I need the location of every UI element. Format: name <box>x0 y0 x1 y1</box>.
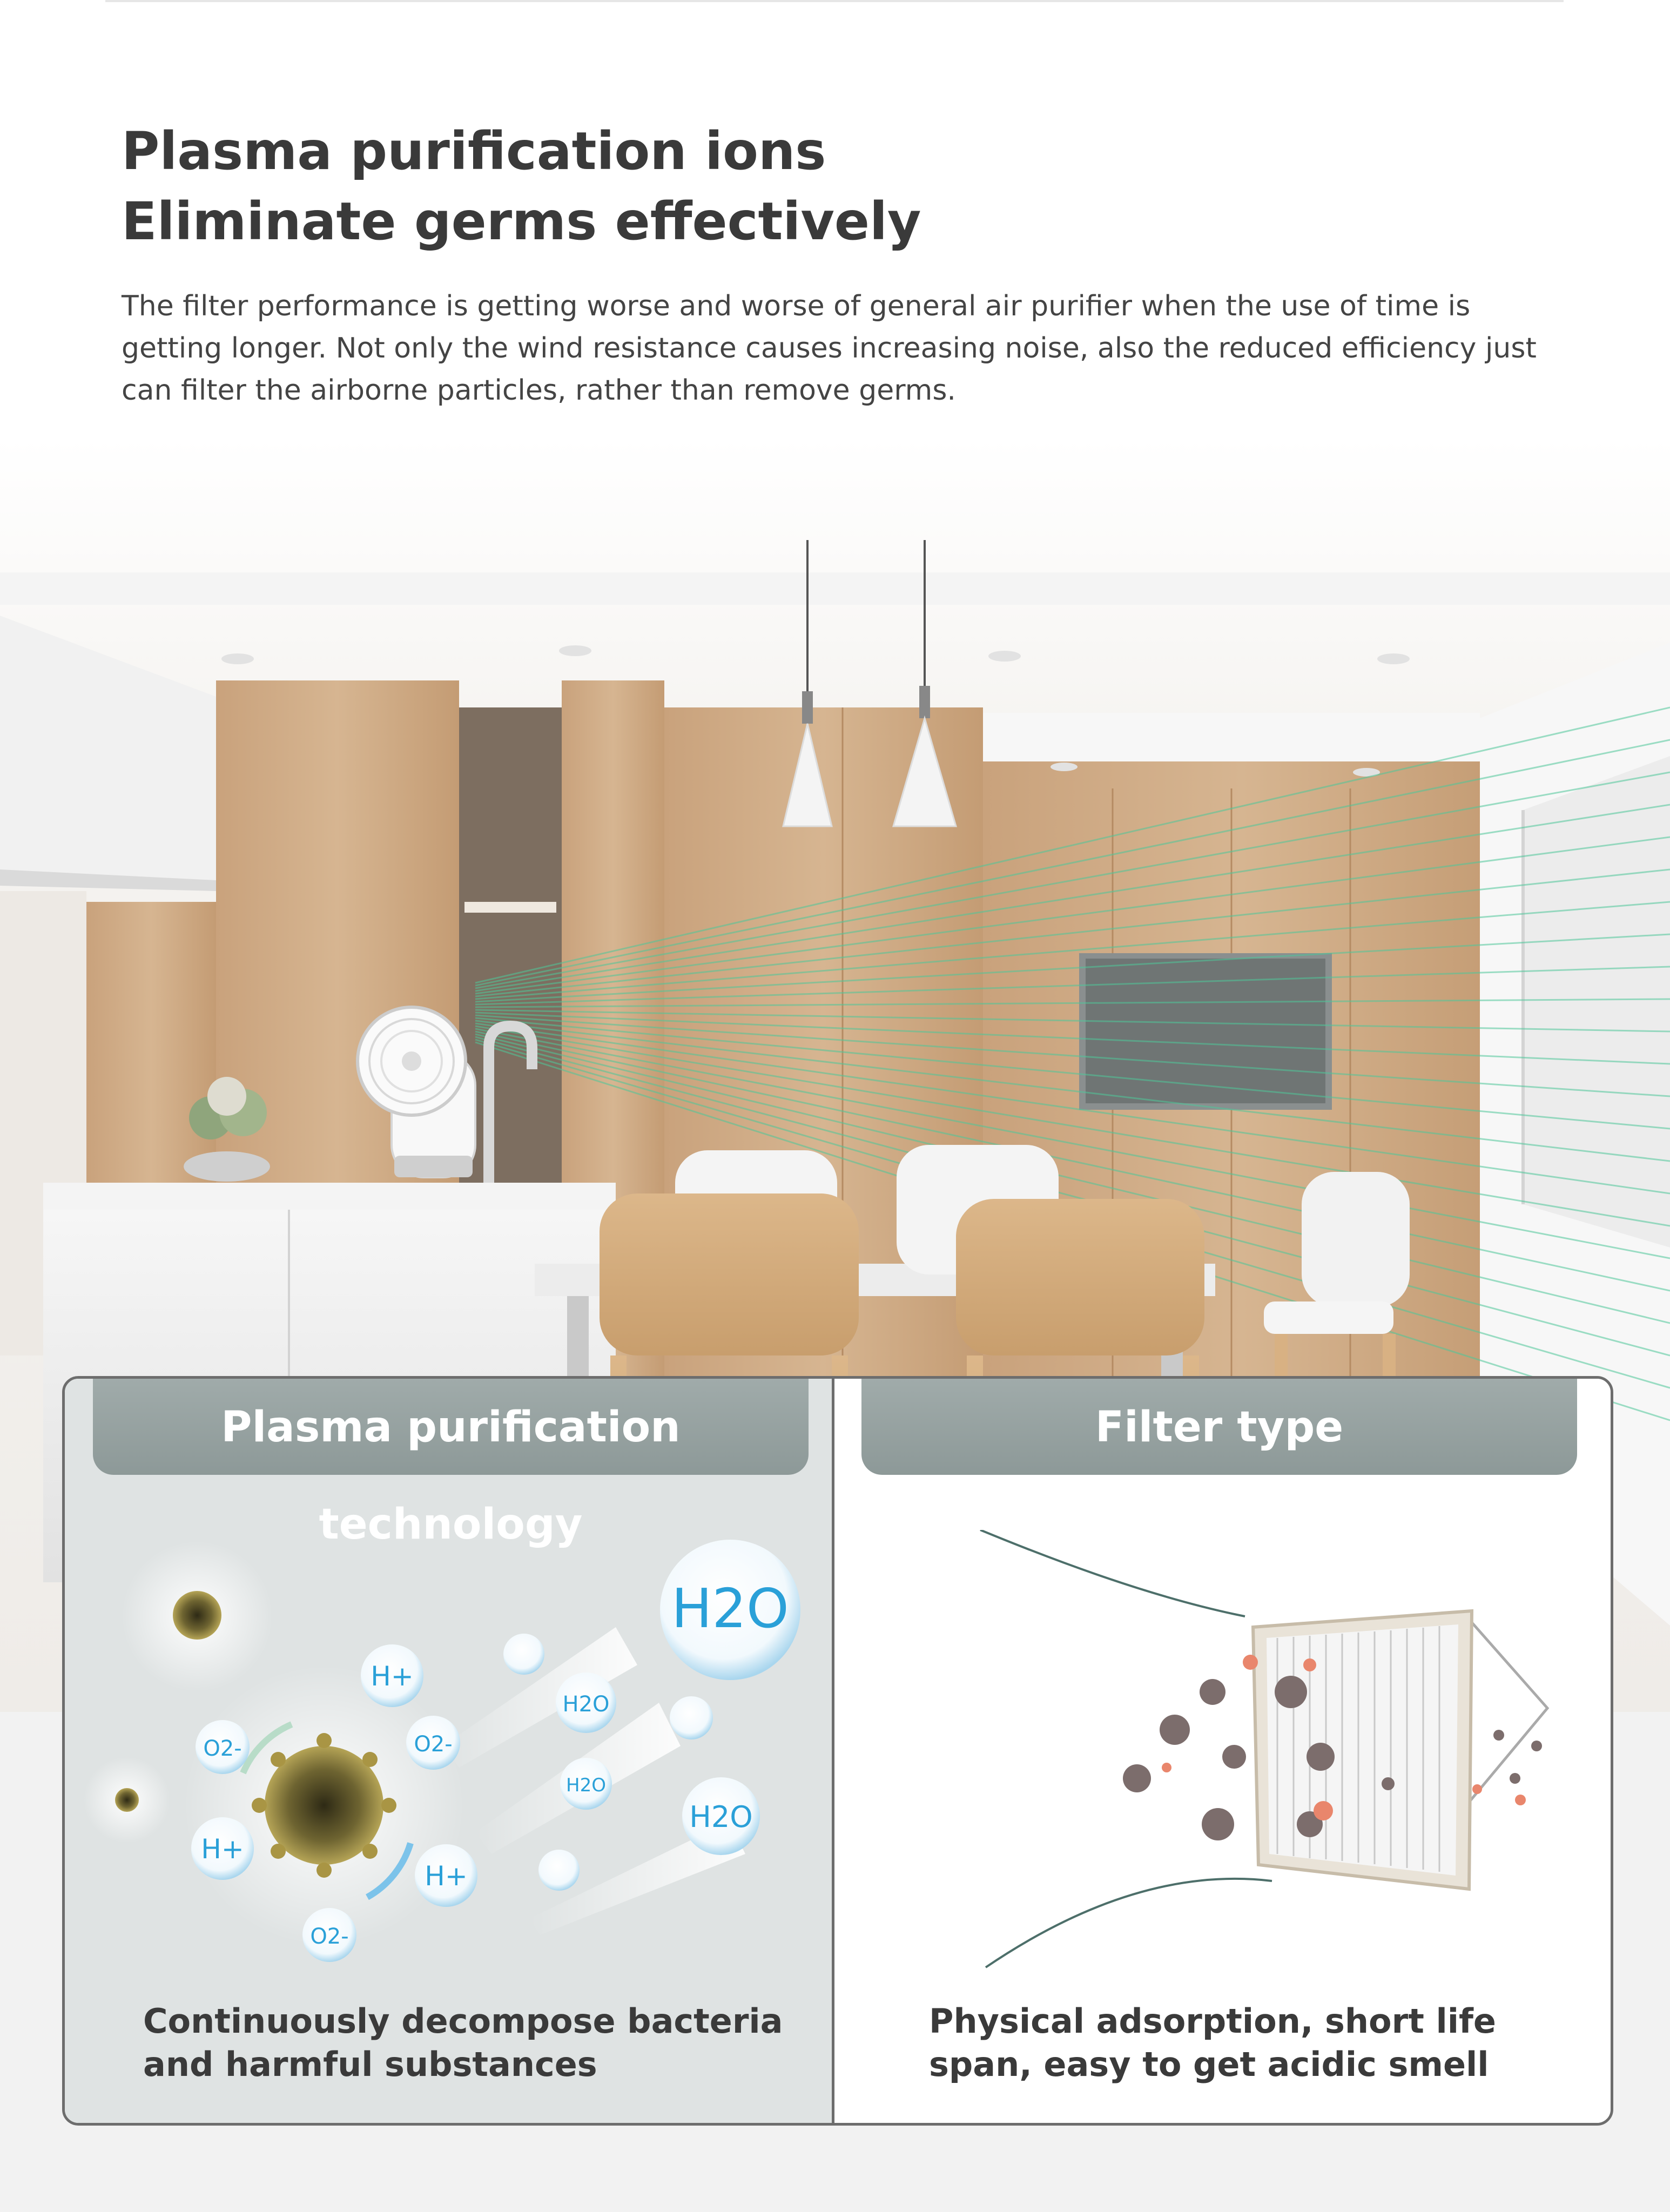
h2o-label-4: H2O <box>689 1800 753 1834</box>
plasma-ions-illustration <box>65 1519 832 1994</box>
germ-large <box>252 1733 396 1878</box>
top-divider <box>105 0 1564 2</box>
h2o-label-2: H2O <box>562 1692 610 1717</box>
filter-tab-title: Filter type <box>861 1379 1577 1475</box>
h-plus-label-2: H+ <box>201 1833 244 1865</box>
h2o-label-large: H2O <box>671 1577 789 1640</box>
filter-caption: Physical adsorption, short life span, easy to get acidic smell <box>929 2001 1496 2084</box>
o2-minus-label-2: O2- <box>414 1732 453 1757</box>
h2o-label-3: H2O <box>566 1775 606 1796</box>
o2-minus-label-1: O2- <box>203 1736 242 1761</box>
plasma-caption: Continuously decompose bacteria and harmful substances <box>143 2001 783 2084</box>
intro-paragraph-1: The filter performance is getting worse and worse of general air purifier when the use of time is getting longer. Not only the wind resistance causes increasing noise, also the reduced efficiency just can filter the airborne particles, rather than remove germs. <box>122 290 1537 407</box>
comparison-panel <box>62 1376 1613 2126</box>
filter-illustration <box>834 1530 1611 1978</box>
o2-minus-label-3: O2- <box>310 1924 349 1949</box>
h-plus-label-1: H+ <box>371 1661 414 1692</box>
plasma-tab-title: Plasma purification technology <box>93 1379 809 1475</box>
page-headline <box>122 116 1526 257</box>
headline-line-2: Eliminate germs effectively <box>122 191 921 252</box>
headline-line-1: Plasma purification ions <box>122 121 826 181</box>
h-plus-label-3: H+ <box>425 1860 468 1892</box>
